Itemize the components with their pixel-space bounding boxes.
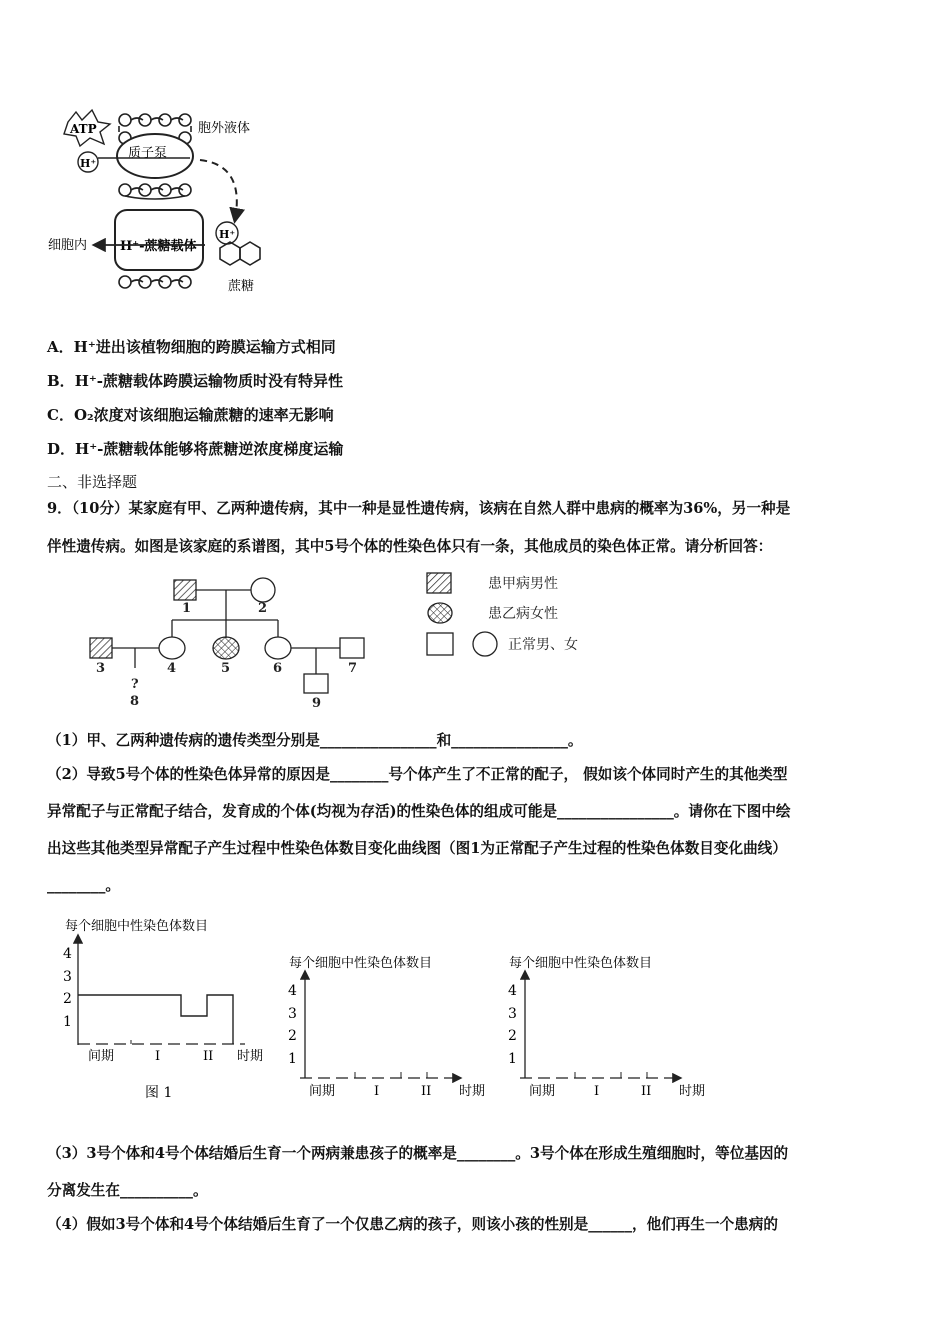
q9-part-2-line1: （2）导致5号个体的性染色体异常的原因是________号个体产生了不正常的配子， 假如该个体同时产生的其他类型 [47,766,788,783]
individual-4 [159,637,185,659]
svg-text:I: I [155,1049,161,1064]
id-5: 5 [221,661,231,676]
proton-pump-label: 质子泵 [128,146,168,161]
q9-part-3-line2: 分离发生在__________。 [47,1182,208,1199]
graph-blank-1 [288,955,485,1099]
individual-6 [265,637,291,659]
legend-normal-female [473,632,497,656]
legend-label-1: 患甲病男性 [488,576,558,592]
svg-text:1: 1 [508,1051,517,1067]
svg-text:4: 4 [508,983,517,999]
svg-text:3: 3 [508,1006,517,1022]
q9-part-2-line4: ________。 [47,877,120,894]
fig1-ylabel: 每个细胞中性染色体数目 [65,919,209,934]
fig1-curve [78,995,233,1044]
svg-text:间期: 间期 [88,1049,115,1064]
svg-text:I: I [594,1084,600,1099]
q9-part-1: （1）甲、乙两种遗传病的遗传类型分别是________________和________________。 [47,732,583,749]
q9-part-2-line3: 出这些其他类型异常配子产生过程中性染色体数目变化曲线图（图1为正常配子产生过程的性染色体数目变化曲线） [47,840,787,857]
fig1-caption: 图 1 [145,1085,173,1101]
id-4: 4 [167,661,177,676]
id-3: 3 [96,661,106,676]
legend-affected-female [428,603,452,623]
svg-text:II: II [641,1084,652,1099]
option-b: B．H⁺-蔗糖载体跨膜运输物质时没有特异性 [47,372,344,390]
legend-normal-male [427,633,453,655]
individual-7 [340,638,364,658]
option-c: C．O₂浓度对该细胞运输蔗糖的速率无影响 [47,406,334,424]
id-1: 1 [182,601,192,616]
id-6: 6 [273,661,283,676]
svg-text:间期: 间期 [529,1084,556,1099]
chromosome-graphs [55,910,735,1110]
svg-text:3: 3 [288,1006,297,1022]
legend-affected-male [427,573,451,593]
option-d: D．H⁺-蔗糖载体能够将蔗糖逆浓度梯度运输 [47,440,344,458]
membrane-figure [40,100,290,305]
individual-9 [304,674,328,693]
svg-text:时期: 时期 [679,1084,706,1099]
pedigree-chart [80,570,640,715]
svg-text:间期: 间期 [309,1084,336,1099]
dashed-arrow [200,160,237,220]
atp-label: ATP [70,122,97,136]
individual-1 [174,580,196,600]
svg-text:每个细胞中性染色体数目: 每个细胞中性染色体数目 [289,956,433,971]
svg-text:4: 4 [288,983,297,999]
id-7: 7 [348,661,358,676]
svg-text:4: 4 [63,946,72,962]
h-plus-label: H⁺ [80,157,97,170]
legend-label-3: 正常男、女 [508,637,578,653]
q9-part-3-line1: （3）3号个体和4号个体结婚后生育一个两病兼患孩子的概率是________。3号个体在形成生殖细胞时，等位基因的 [47,1145,789,1162]
individual-5 [213,637,239,659]
svg-text:1: 1 [63,1014,72,1030]
svg-text:时期: 时期 [237,1049,264,1064]
q9-intro-2: 伴性遗传病。如图是该家庭的系谱图，其中5号个体的性染色体只有一条，其他成员的染色体正常。请分析回答： [47,538,773,555]
svg-text:II: II [421,1084,432,1099]
sucrose-molecule [220,242,260,265]
extracellular-label: 胞外液体 [198,121,251,136]
carrier-label: H⁺-蔗糖载体 [120,239,197,254]
individual-2 [251,578,275,602]
svg-text:II: II [203,1049,214,1064]
svg-text:时期: 时期 [459,1084,486,1099]
svg-text:2: 2 [63,991,72,1007]
h-plus-out-label: H⁺ [219,228,236,241]
svg-text:2: 2 [508,1028,517,1044]
id-8: 8 [130,694,140,709]
sucrose-label: 蔗糖 [228,279,255,294]
svg-text:I: I [374,1084,380,1099]
svg-text:每个细胞中性染色体数目: 每个细胞中性染色体数目 [509,956,653,971]
question-mark: ? [131,677,139,692]
q9-part-2-line2: 异常配子与正常配子结合，发育成的个体(均视为存活)的性染色体的组成可能是________________。请你在下图中绘 [47,803,791,820]
graph-blank-2 [508,955,705,1099]
svg-text:2: 2 [288,1028,297,1044]
svg-text:3: 3 [63,969,72,985]
section-title: 二、非选择题 [47,473,138,491]
q9-part-4-line1: （4）假如3号个体和4号个体结婚后生育了一个仅患乙病的孩子，则该小孩的性别是______，他们再生一个患病的 [47,1216,778,1233]
intracellular-label: 细胞内 [48,238,88,253]
id-2: 2 [258,601,268,616]
legend-label-2: 患乙病女性 [488,606,558,622]
svg-text:1: 1 [288,1051,297,1067]
q9-intro-1: 9．（10分）某家庭有甲、乙两种遗传病，其中一种是显性遗传病，该病在自然人群中患病的概率为36%，另一种是 [47,500,791,517]
id-9: 9 [312,696,322,711]
graph-fig1 [63,918,263,1101]
option-a: A．H⁺进出该植物细胞的跨膜运输方式相同 [47,338,336,356]
individual-3 [90,638,112,658]
